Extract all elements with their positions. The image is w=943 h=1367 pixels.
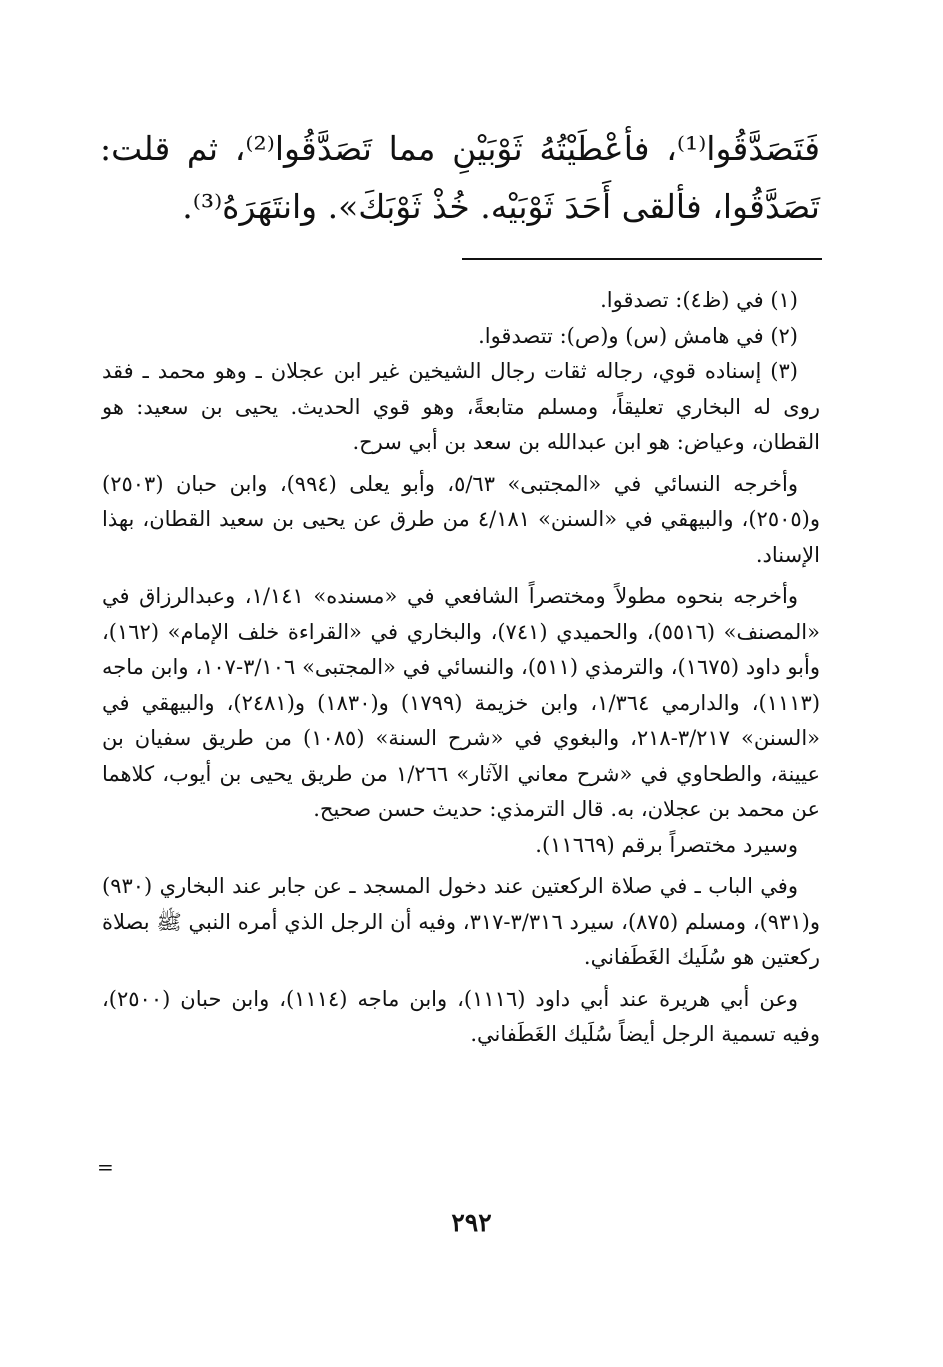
footnote-paragraph: وعن أبي هريرة عند أبي داود (١١١٦)، وابن ماجه (١١١٤)، وابن حبان (٢٥٠٠)، وفيه تسمية الرجل أيضاً سُلَيك الغَطَفاني. (102, 986, 820, 1046)
continuation-mark: = (97, 1155, 114, 1179)
footnote-2: (٢) في هامش (س) و(ص): تتصدقوا. (478, 323, 798, 348)
main-text (100, 120, 820, 236)
footnote-3: (٣) إسناده قوي، رجاله ثقات رجال الشيخين غير ابن عجلان ـ وهو محمد ـ فقد روى له البخاري تعليقاً، ومسلم متابعةً، وهو قوي الحديث. يحيى بن سعيد: هو القطان، وعياض: هو ابن عبدالله بن سعد بن أبي سرح. (102, 359, 820, 454)
page-number: ٢٩٢ (451, 1208, 492, 1237)
footnote-paragraph: وفي الباب ـ في صلاة الركعتين عند دخول المسجد ـ عن جابر عند البخاري (٩٣٠) و(٩٣١)، ومسلم (٨٧٥)، سيرد ٣/٣١٦-٣١٧، وفيه أن الرجل الذي أمره النبي ﷺ بصلاة ركعتين هو سُلَيك الغَطَفاني. (102, 874, 820, 969)
footnotes (102, 283, 820, 1053)
main-paragraph: فَتَصَدَّقُوا⁽¹⁾، فأعْطَيْتُهُ ثَوْبَيْنِ مما تَصَدَّقُوا⁽²⁾، ثم قلت: تَصَدَّقُوا، فألقى أَحَدَ ثَوْبَيْه. خُذْ ثَوْبَكَ». وانتَهَرَهُ⁽³⁾. (100, 129, 820, 226)
footnote-paragraph: وأخرجه بنحوه مطولاً ومختصراً الشافعي في «مسنده» ١/١٤١، وعبدالرزاق في «المصنف» (٥٥١٦)، والحميدي (٧٤١)، والبخاري في «القراءة خلف الإمام» (١٦٢)، وأبو داود (١٦٧٥)، والترمذي (٥١١)، والنسائي في «المجتبى» ٣/١٠٦-١٠٧، وابن ماجه (١١١٣)، والدارمي ١/٣٦٤، وابن خزيمة (١٧٩٩) و(١٨٣٠) و(٢٤٨١)، والبيهقي في «السنن» ٣/٢١٧-٢١٨، والبغوي في «شرح السنة» (١٠٨٥) من طريق سفيان بن عيينة، والطحاوي في «شرح معاني الآثار» ١/٢٦٦ من طريق يحيى بن أيوب، كلاهما عن محمد بن عجلان، به. قال الترمذي: حديث حسن صحيح. (102, 584, 821, 821)
footnote-paragraph: وسيرد مختصراً برقم (١١٦٦٩). (535, 832, 798, 857)
footnote-1: (١) في (ظ٤): تصدقوا. (600, 288, 798, 312)
footnote-separator (462, 258, 822, 260)
footnote-paragraph: وأخرجه النسائي في «المجتبى» ٥/٦٣، وأبو يعلى (٩٩٤)، وابن حبان (٢٥٠٣) و(٢٥٠٥)، والبيهقي في «السنن» ٤/١٨١ من طرق عن يحيى بن سعيد القطان، بهذا الإسناد. (102, 471, 821, 567)
